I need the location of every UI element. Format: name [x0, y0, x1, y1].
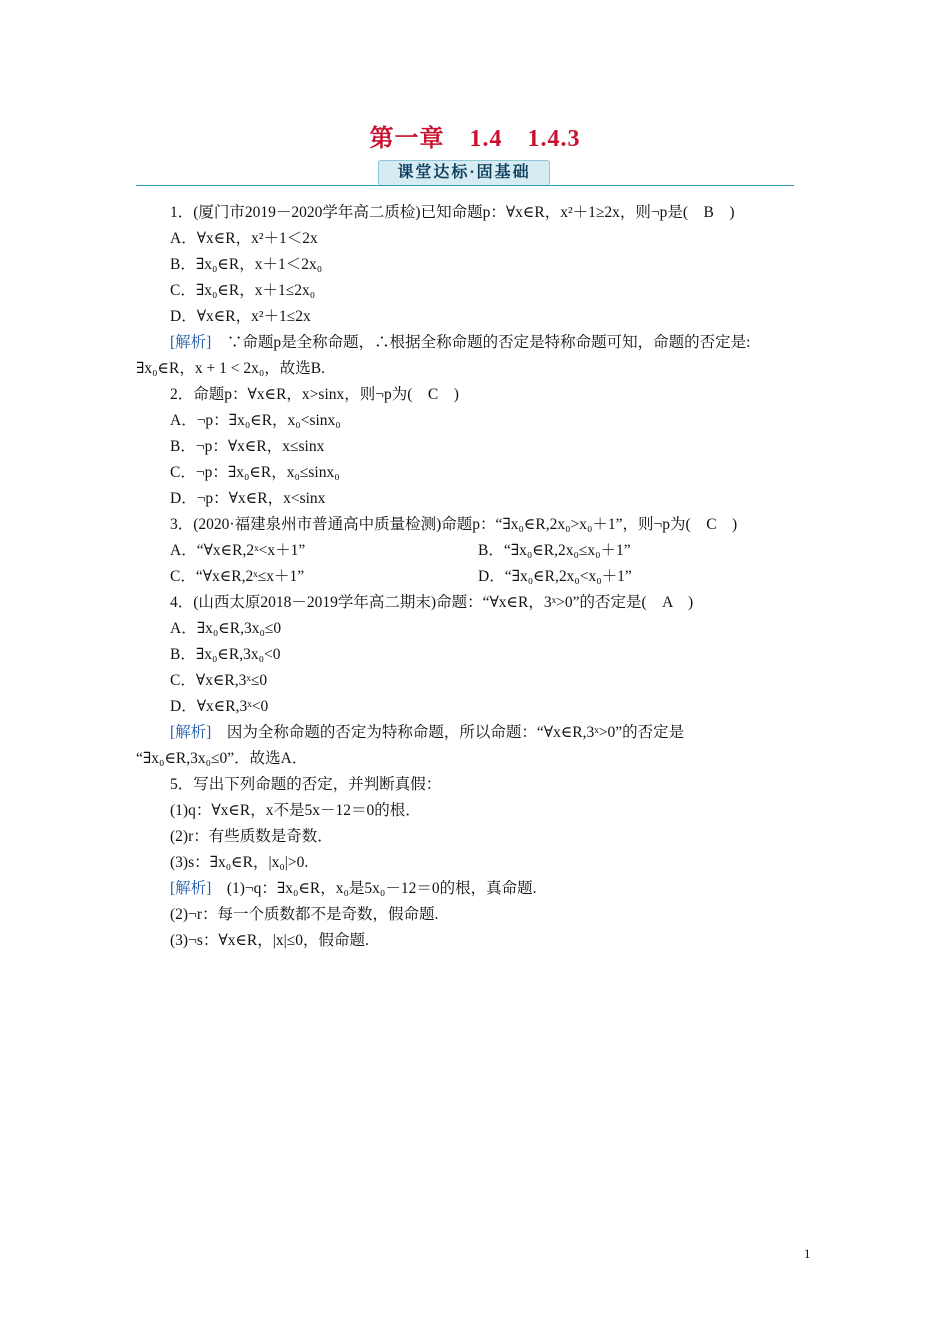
text-line — [136, 434, 816, 460]
line-text: (3)¬s：∀x∈R，|x|≤0，假命题. — [170, 932, 369, 949]
text-line — [136, 356, 816, 382]
line-text: 4．(山西太原2018－2019学年高二期末)命题：“∀x∈R，3ˣ>0”的否定是( A ) — [170, 594, 694, 611]
text-line — [136, 538, 816, 564]
text-line — [136, 824, 816, 850]
line-text: A．“∀x∈R,2ˣ<x＋1” — [170, 542, 306, 559]
line-text: 1．(厦门市2019－2020学年高二质检)已知命题p：∀x∈R，x²＋1≥2x，则¬p是( B ) — [170, 204, 735, 221]
solution-label: [解析] — [170, 880, 212, 897]
line-text: B．∃x₀∈R，x＋1＜2x₀ — [170, 256, 323, 273]
line-text: D．∀x∈R，x²＋1≤2x — [170, 308, 311, 325]
solution-label: [解析] — [170, 334, 212, 351]
text-line — [136, 304, 816, 330]
text-line — [136, 694, 816, 720]
text-line — [136, 200, 816, 226]
text-line — [136, 902, 816, 928]
line-text: (2)¬r：每一个质数都不是奇数，假命题. — [170, 906, 439, 923]
text-line — [136, 928, 816, 954]
text-line — [136, 616, 816, 642]
solution-label: [解析] — [170, 724, 212, 741]
text-line — [136, 798, 816, 824]
text-line — [136, 252, 816, 278]
line-text: C．¬p：∃x₀∈R，x₀≤sinx₀ — [170, 464, 340, 481]
line-text: ∵命题p是全称命题，∴根据全称命题的否定是特称命题可知，命题的否定是: — [211, 334, 751, 351]
text-line — [136, 590, 816, 616]
line-text: C．∃x₀∈R，x＋1≤2x₀ — [170, 282, 316, 299]
line-text: B．∃x₀∈R,3x₀<0 — [170, 646, 281, 663]
header-divider — [136, 185, 794, 186]
text-line — [136, 668, 816, 694]
line-text: (1)¬q：∃x₀∈R，x₀是5x₀－12＝0的根，真命题. — [211, 880, 537, 897]
document-body — [136, 200, 816, 954]
text-line — [136, 564, 816, 590]
solution-line — [136, 876, 816, 902]
line-text: B．¬p：∀x∈R，x≤sinx — [170, 438, 325, 455]
section-banner: 课堂达标·固基础 — [378, 160, 550, 186]
text-line — [136, 460, 816, 486]
line-text: ∃x₀∈R，x + 1 < 2x₀，故选B. — [136, 360, 325, 377]
line-text: 3．(2020·福建泉州市普通高中质量检测)命题p：“∃x₀∈R,2x₀>x₀＋1”，则¬p为( C ) — [170, 516, 738, 533]
line-text: C．“∀x∈R,2ˣ≤x＋1” — [170, 568, 305, 585]
text-line — [136, 772, 816, 798]
text-line — [136, 278, 816, 304]
solution-line — [136, 720, 816, 746]
line-text: (3)s：∃x₀∈R，|x₀|>0. — [170, 854, 309, 871]
page-number: 1 — [804, 1246, 811, 1261]
solution-line — [136, 330, 816, 356]
text-line — [136, 850, 816, 876]
line-text: D．∀x∈R,3ˣ<0 — [170, 698, 269, 715]
text-line — [136, 408, 816, 434]
option-text-right: D．“∃x₀∈R,2x₀<x₀＋1” — [478, 568, 632, 585]
line-text: “∃x₀∈R,3x₀≤0”．故选A． — [136, 750, 308, 767]
text-line — [136, 642, 816, 668]
text-line — [136, 486, 816, 512]
line-text: A．∀x∈R，x²＋1＜2x — [170, 230, 318, 247]
text-line — [136, 746, 816, 772]
line-text: (2)r：有些质数是奇数． — [170, 828, 333, 845]
page-title: 第一章 1.4 1.4.3 — [369, 126, 581, 152]
line-text: D．¬p：∀x∈R，x<sinx — [170, 490, 326, 507]
text-line — [136, 512, 816, 538]
option-text-right: B．“∃x₀∈R,2x₀≤x₀＋1” — [478, 542, 631, 559]
line-text: A．∃x₀∈R,3x₀≤0 — [170, 620, 282, 637]
line-text: C．∀x∈R,3ˣ≤0 — [170, 672, 268, 689]
text-line — [136, 382, 816, 408]
line-text: (1)q：∀x∈R，x不是5x－12＝0的根． — [170, 802, 421, 819]
line-text: A．¬p：∃x₀∈R，x₀<sinx₀ — [170, 412, 341, 429]
line-text: 5．写出下列命题的否定，并判断真假： — [170, 776, 442, 793]
line-text: 2．命题p：∀x∈R，x>sinx，则¬p为( C ) — [170, 386, 459, 403]
text-line — [136, 226, 816, 252]
line-text: 因为全称命题的否定为特称命题，所以命题：“∀x∈R,3ˣ>0”的否定是 — [211, 724, 685, 741]
